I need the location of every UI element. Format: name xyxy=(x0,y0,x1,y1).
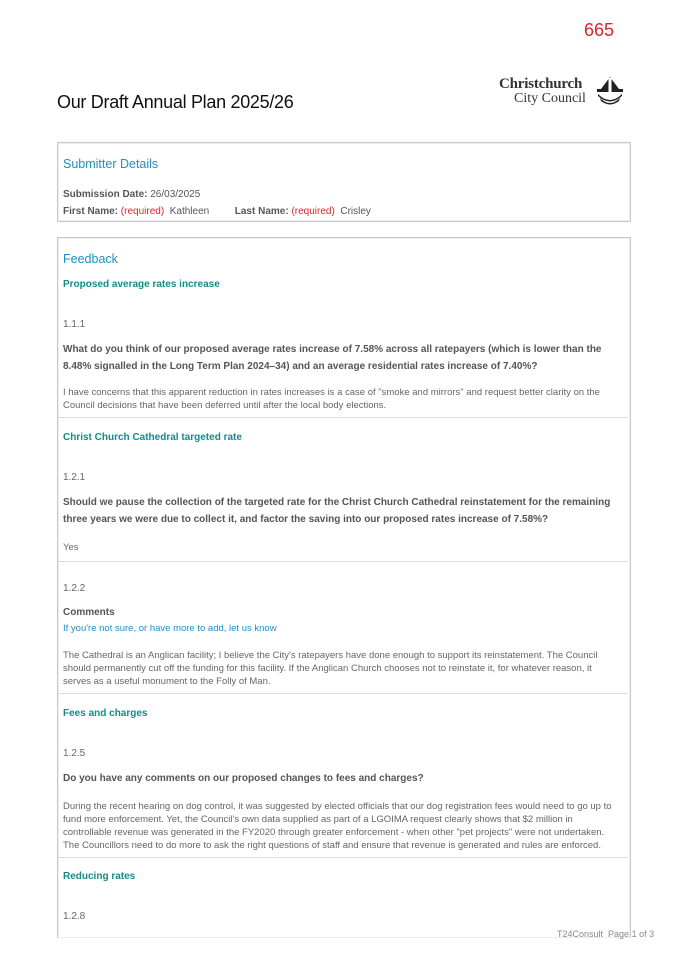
question-text: Comments xyxy=(63,607,115,618)
first-name-required: (required) xyxy=(120,206,165,217)
council-logo xyxy=(499,76,627,108)
submission-date-label: Submission Date: xyxy=(63,189,148,200)
logo-line2: City Council xyxy=(514,91,586,106)
footer-page: Page 1 of 3 xyxy=(608,929,655,939)
section-title: Christ Church Cathedral targeted rate xyxy=(63,432,242,443)
feedback-heading: Feedback xyxy=(63,252,118,266)
divider xyxy=(58,417,628,418)
footer-source: T24Consult xyxy=(557,929,604,939)
submission-date-line xyxy=(63,189,200,200)
section-title: Proposed average rates increase xyxy=(63,279,220,290)
question-text: What do you think of our proposed average rates increase of 7.58% across all ratepayers (which is lower than the 8.48% signalled in the Long Term Plan 2024–34) and an average residential rates increase of 7.40%? xyxy=(63,344,602,372)
submitter-heading: Submitter Details xyxy=(63,157,159,171)
first-name-value: Kathleen xyxy=(169,206,210,217)
section-title: Reducing rates xyxy=(63,871,136,882)
question-text: Do you have any comments on our proposed changes to fees and charges? xyxy=(63,773,424,784)
question-number: 1.2.2 xyxy=(63,583,86,594)
question-hint: If you're not sure, or have more to add, let us know xyxy=(63,623,277,634)
question-number: 1.2.1 xyxy=(63,472,86,483)
last-name-label: Last Name: xyxy=(234,206,289,217)
section-title: Fees and charges xyxy=(63,708,148,719)
document-title: Our Draft Annual Plan 2025/26 xyxy=(57,92,294,112)
question-number: 1.2.8 xyxy=(63,911,86,922)
question-text: Should we pause the collection of the targeted rate for the Christ Church Cathedral reinstatement for the remaining three years we were due to collect it, and factor the saving into our proposed rates increase of 7.58%? xyxy=(63,497,611,525)
divider xyxy=(58,693,628,694)
divider xyxy=(58,561,628,562)
divider xyxy=(58,857,628,858)
question-number: 1.1.1 xyxy=(63,319,86,330)
answer-text: I have concerns that this apparent reduction in rates increases is a case of "smoke and mirrors" and request better clarity on the Council decisions that have been deferred until after the local body elections. xyxy=(63,387,600,411)
question-number: 1.2.5 xyxy=(63,748,86,759)
logo-line1: Christchurch xyxy=(499,76,583,92)
answer-text: The Cathedral is an Anglican facility; I believe the City's ratepayers have done enough to support its reinstatement. The Council should permanently cut off the funding for this facility. If the Anglican Church chooses not to reinstate it, for whatever reason, it serves as a useful monument to the Folly of Man. xyxy=(63,650,598,687)
last-name-value: Crisley xyxy=(340,206,371,217)
page-number: 665 xyxy=(584,20,615,40)
cathedral-logo-icon xyxy=(595,76,625,106)
page-footer xyxy=(557,929,654,939)
answer-text: Yes xyxy=(63,542,79,553)
answer-text: During the recent hearing on dog control, it was suggested by elected officials that our dog registration fees would need to go up to fund more enforcement. Yet, the Council's own data supplied as part of a LGOIMA request clearly shows that $2 million in controllable revenue was generated in the FY2020 through greater enforcement - when other "pet projects" were not undertaken. The Councillors need to do more to ask the right questions of staff and ensure that revenue is generated and rules are enforced. xyxy=(63,801,612,851)
last-name-required: (required) xyxy=(291,206,335,217)
feedback-panel xyxy=(57,237,631,938)
submission-date-value: 26/03/2025 xyxy=(150,189,201,200)
first-name-label: First Name: xyxy=(63,206,119,217)
name-line xyxy=(63,206,371,217)
submitter-details-panel xyxy=(57,142,631,222)
